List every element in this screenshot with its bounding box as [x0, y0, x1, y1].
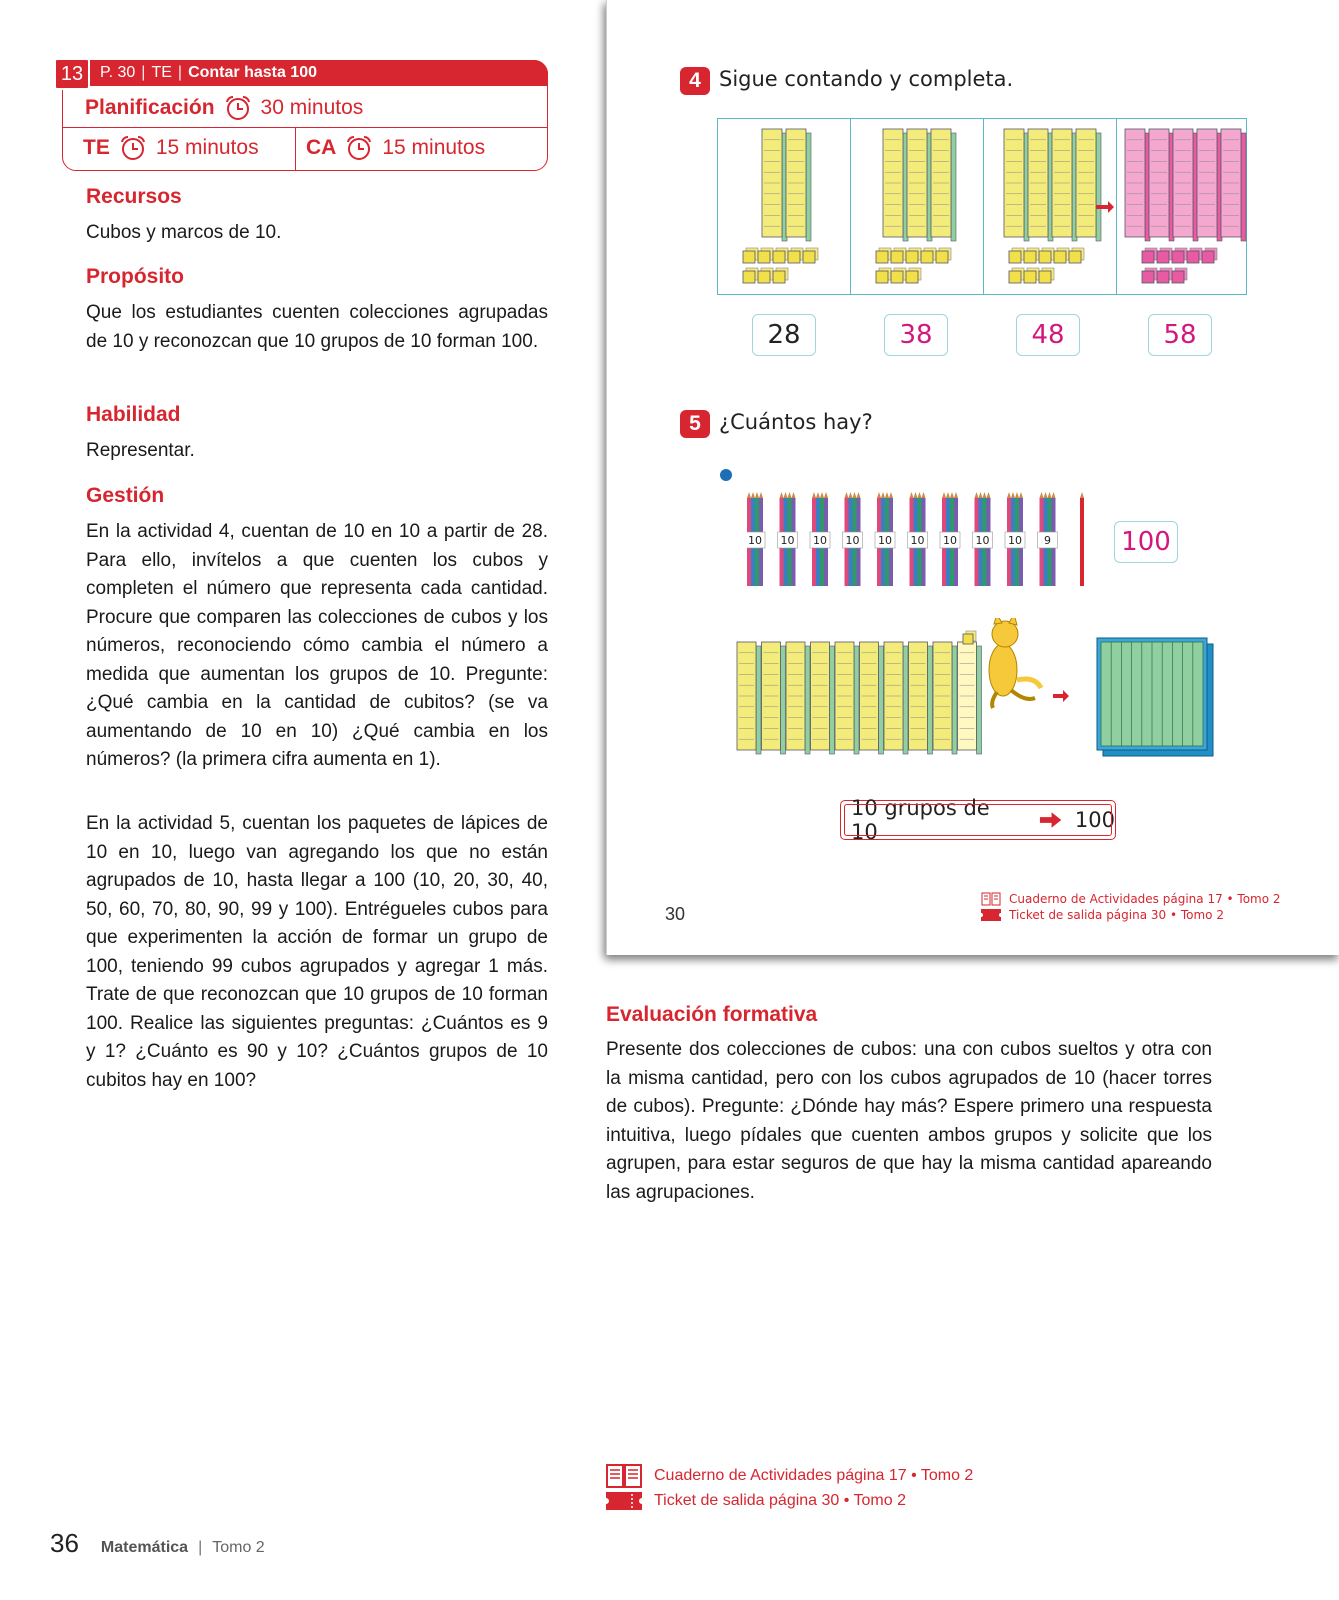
unit-cube [788, 248, 803, 263]
te-time: 15 minutos [155, 136, 259, 159]
unit-cube [1039, 248, 1054, 263]
ten-rod [1173, 129, 1198, 241]
page-footer: 36 Matemática | Tomo 2 [50, 1528, 265, 1558]
unit-cube [936, 248, 951, 263]
activity-5-number: 5 [680, 410, 710, 438]
te-time-cell [83, 131, 259, 165]
page-number: 36 [50, 1528, 79, 1558]
unit-cube [1069, 248, 1084, 263]
ten-rod [1076, 129, 1101, 241]
answer-box-2[interactable]: 38 [884, 314, 948, 356]
unit-cube [1054, 248, 1069, 263]
small-ref-cuaderno: Cuaderno de Actividades página 17 • Tomo 2 [981, 892, 1281, 906]
recursos-heading: Recursos [86, 185, 182, 208]
ten-rod [811, 642, 835, 754]
ref-cuaderno: Cuaderno de Actividades página 17 • Tomo 2 [606, 1464, 973, 1488]
answer-box-3[interactable]: 48 [1016, 314, 1080, 356]
unit-cube [1024, 248, 1039, 263]
pencil-bundle [875, 492, 895, 586]
subject-name: Matemática [100, 1539, 189, 1556]
pencil-bundle [940, 492, 960, 586]
pencil-bundle [747, 492, 765, 586]
bundle-label: 10 [878, 534, 892, 547]
unit-cube [1172, 248, 1187, 263]
pencil-bundle [1038, 492, 1058, 586]
te-label: TE [83, 136, 110, 159]
ten-rod [1125, 129, 1150, 241]
alarm-clock-icon [223, 94, 253, 122]
ten-rod [884, 642, 908, 754]
pencil-bundle [778, 492, 798, 586]
bundle-label: 10 [748, 534, 762, 547]
activity-4-instruction: Sigue contando y completa. [719, 67, 1014, 91]
pencil-bundles-illustration [747, 492, 1097, 592]
plan-time: 30 minutos [260, 96, 364, 119]
ten-rod [931, 129, 956, 241]
cubes-illustration [1117, 119, 1249, 294]
proposito-text: Que los estudiantes cuenten colecciones agrupadas de 10 y reconozcan que 10 grupos de 10 forman 100. [86, 302, 548, 352]
ca-time: 15 minutos [382, 136, 486, 159]
habilidad-heading: Habilidad [86, 403, 181, 426]
unit-cube [1142, 268, 1157, 283]
unit-cube [758, 268, 773, 283]
bundle-label: 10 [943, 534, 957, 547]
ticket-icon [606, 1492, 642, 1510]
group-58 [1117, 119, 1249, 294]
cubes-illustration [718, 119, 850, 294]
unit-cube [1009, 268, 1024, 283]
proposito-heading: Propósito [86, 265, 184, 288]
unit-cube [891, 248, 906, 263]
small-ref-ticket: Ticket de salida página 30 • Tomo 2 [981, 908, 1224, 922]
bundle-label: 10 [780, 534, 795, 547]
unit-cube [773, 268, 788, 283]
pencil-bundle [843, 492, 863, 586]
unit-cube [1039, 268, 1054, 283]
unit-cube [1187, 248, 1202, 263]
unit-cube [758, 248, 773, 263]
unit-cube [743, 268, 758, 283]
answer-box-1[interactable]: 28 [752, 314, 816, 356]
bullet-dot [720, 469, 732, 481]
gestion-heading: Gestión [86, 484, 165, 507]
ten-rod [1197, 129, 1222, 241]
ten-rod [737, 642, 761, 754]
ten-rod [860, 642, 884, 754]
ca-time-cell [306, 131, 485, 165]
gestion-paragraph-2: En la actividad 5, cuentan los paquetes de lápices de 10 en 10, luego van agregando los que no están agrupados de 10, hasta llegar a 100 (10, 20, 30, 40, 50, 60, 70, 80, 90, 99 y 100). Entrégueles cubos para que experimenten la acción de formar un grupo de 100, teniendo 99 cubos agrupados y agregar 1 más. Trate de que reconozcan que 10 grupos de 10 forman 100. Realice las siguientes preguntas: ¿Cuántos es 9 y 1? ¿Cuánto es 90 y 10? ¿Cuántos grupos de 10 cubitos hay en 100? [86, 813, 548, 1091]
ten-rod [762, 642, 786, 754]
pencil-bundle [908, 492, 928, 586]
ten-rod [1221, 129, 1246, 241]
ten-rod [907, 129, 932, 241]
answer-box-4[interactable]: 58 [1148, 314, 1212, 356]
unit-cube [1024, 268, 1039, 283]
unit-cube [1202, 248, 1217, 263]
alarm-clock-icon [118, 134, 148, 162]
ten-rod [883, 129, 908, 241]
group-38 [851, 119, 984, 294]
unit-cube [1172, 268, 1187, 283]
ten-rod [909, 642, 933, 754]
result-text: 10 grupos de 10 [851, 796, 990, 844]
hundred-flat [1097, 638, 1213, 756]
ten-rod [762, 129, 787, 241]
book-icon [981, 892, 1001, 906]
bundle-label: 10 [813, 534, 827, 547]
ten-rod [933, 642, 957, 754]
student-page [606, 0, 1339, 955]
ten-rods-to-hundred-illustration [735, 618, 1235, 778]
arrow-right-icon [1053, 690, 1069, 702]
unit-cube [906, 268, 921, 283]
arrow-right-icon [1038, 811, 1063, 829]
cube-groups-grid [717, 118, 1247, 295]
unit-cube [906, 248, 921, 263]
group-28 [718, 119, 851, 294]
lesson-number: 13 [54, 58, 90, 90]
gestion-paragraph-1: En la actividad 4, cuentan de 10 en 10 a partir de 28. Para ello, invítelos a que cuenten los cubos y completen el número que representa cada cantidad. Procure que comparen las colecciones de cubos y los números, reconociendo cómo cambia el número a medida que aumentan los grupos de 10. Pregunte: ¿Qué cambia en la cantidad de cubitos? (se va aumentando de 10 en 10) ¿Qué cambia en los números? (la primera cifra aumenta en 1). [86, 521, 548, 770]
unit-cube [921, 248, 936, 263]
bundle-label: 10 [910, 534, 925, 547]
ten-rod [1028, 129, 1053, 241]
book-icon [606, 1464, 642, 1488]
page-ref: P. 30 [100, 64, 136, 81]
activity-5-instruction: ¿Cuántos hay? [719, 410, 873, 434]
unit-cube [876, 268, 891, 283]
ca-label: CA [306, 136, 337, 159]
bundle-label: 10 [975, 534, 990, 547]
bundle-label: 10 [845, 534, 860, 547]
unit-cube [773, 248, 788, 263]
ten-rod [1052, 129, 1077, 241]
evaluacion-text: Presente dos colecciones de cubos: una con cubos sueltos y otra con la misma cantidad, pero con los cubos agrupados de 10 (hacer torres de cubos). Pregunte: ¿Dónde hay más? Espere primero una respuesta intuitiva, luego pídales que cuenten ambos grupos y solicite que los agrupen, para estar seguros de que hay la misma cantidad apareando las agrupaciones. [606, 1039, 1212, 1203]
student-page-number: 30 [665, 904, 686, 924]
ten-rod [786, 642, 810, 754]
ten-rod [1149, 129, 1174, 241]
result-value: 100 [1074, 808, 1115, 832]
habilidad-text: Representar. [86, 440, 195, 461]
ref-ticket: Ticket de salida página 30 • Tomo 2 [606, 1492, 906, 1510]
unit-cube [876, 248, 891, 263]
single-pencil [1080, 492, 1084, 586]
pencil-bundle [810, 492, 830, 586]
pencil-bundle [973, 492, 993, 586]
ten-rod [958, 642, 982, 754]
bundle-label: 10 [1008, 534, 1022, 547]
unit-cube [1157, 248, 1172, 263]
ticket-icon [981, 909, 1001, 921]
evaluacion-heading: Evaluación formativa [606, 1003, 818, 1026]
pencil-answer-box[interactable]: 100 [1114, 521, 1178, 563]
cubes-illustration [984, 119, 1116, 294]
volume-label: Tomo 2 [212, 1539, 265, 1556]
ten-rod [1004, 129, 1029, 241]
lesson-title: Contar hasta 100 [188, 64, 317, 81]
lesson-header [62, 60, 548, 171]
unit-cube [1157, 268, 1172, 283]
unit-cube [891, 268, 906, 283]
ten-rod [835, 642, 859, 754]
activity-4-number: 4 [680, 67, 710, 95]
alarm-clock-icon [344, 134, 374, 162]
group-48 [984, 119, 1117, 294]
cat-character [989, 618, 1041, 708]
planning-row [85, 91, 363, 125]
result-box [840, 796, 1116, 844]
ten-rod [786, 129, 811, 241]
lesson-type: TE [151, 64, 172, 81]
plan-label: Planificación [85, 96, 215, 119]
pencil-bundle [1005, 492, 1025, 586]
cubes-illustration [851, 119, 983, 294]
recursos-text: Cubos y marcos de 10. [86, 222, 282, 243]
lesson-title-bar: P. 30 | TE | Contar hasta 100 [62, 60, 548, 86]
unit-cube [743, 248, 758, 263]
unit-cube [803, 248, 818, 263]
unit-cube [1009, 248, 1024, 263]
unit-cube [1142, 248, 1157, 263]
bundle-label: 9 [1044, 534, 1051, 547]
